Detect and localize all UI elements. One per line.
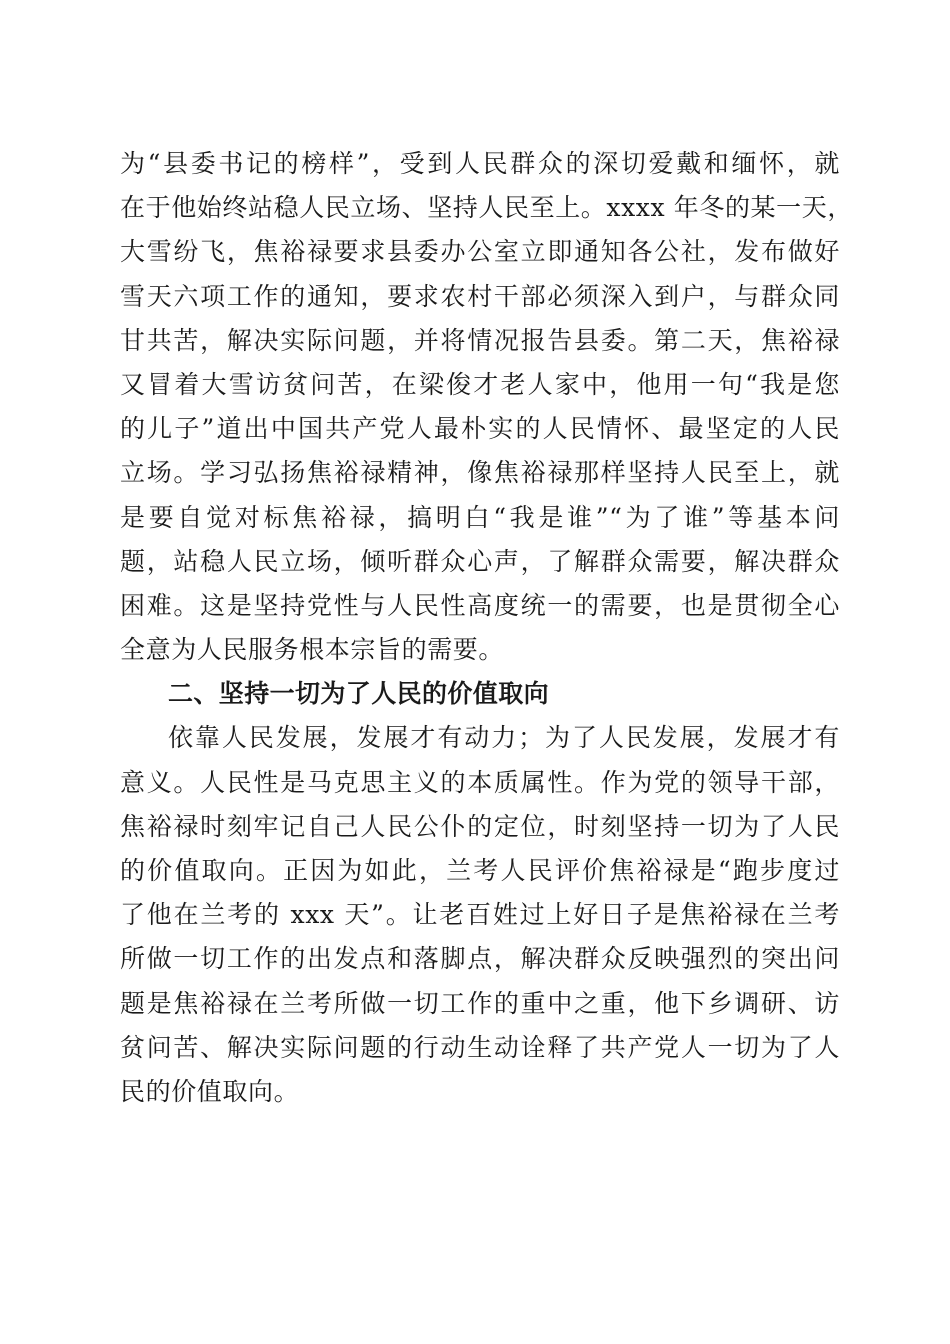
paragraph-1 xyxy=(120,142,853,672)
paragraph-line: 了他在兰考的 xxx 天”。让老百姓过上好日子是焦裕禄在兰考 xyxy=(120,900,840,930)
paragraph-line: 所做一切工作的出发点和落脚点，解决群众反映强烈的突出问 xyxy=(120,944,840,974)
paragraph-line: 全意为人民服务根本宗旨的需要。 xyxy=(120,635,505,665)
paragraph-line: 焦裕禄时刻牢记自己人民公仆的定位，时刻坚持一切为了人民 xyxy=(120,811,840,841)
paragraph-line: 民的价值取向。 xyxy=(120,1076,300,1106)
section-heading: 二、坚持一切为了人民的价值取向 xyxy=(168,679,550,709)
paragraph-line: 依靠人民发展，发展才有动力；为了人民发展，发展才有 xyxy=(168,723,840,753)
paragraph-line: 是要自觉对标焦裕禄，搞明白“我是谁”“为了谁”等基本问 xyxy=(120,502,840,532)
paragraph-line: 为“县委书记的榜样”，受到人民群众的深切爱戴和缅怀，就 xyxy=(120,149,840,178)
paragraph-2 xyxy=(120,716,840,1114)
paragraph-line: 立场。学习弘扬焦裕禄精神，像焦裕禄那样坚持人民至上，就 xyxy=(120,458,840,488)
paragraph-line: 题是焦裕禄在兰考所做一切工作的重中之重，他下乡调研、访 xyxy=(120,988,840,1018)
paragraph-line: 又冒着大雪访贫问苦，在梁俊才老人家中，他用一句“我是您 xyxy=(120,369,840,399)
paragraph-line: 意义。人民性是马克思主义的本质属性。作为党的领导干部， xyxy=(120,767,840,797)
paragraph-line: 的儿子”道出中国共产党人最朴实的人民情怀、最坚定的人民 xyxy=(120,414,840,444)
document-body xyxy=(120,142,853,1114)
paragraph-line: 甘共苦，解决实际问题，并将情况报告县委。第二天，焦裕禄 xyxy=(120,325,840,355)
paragraph-line: 大雪纷飞，焦裕禄要求县委办公室立即通知各公社，发布做好 xyxy=(120,237,840,267)
paragraph-line: 贫问苦、解决实际问题的行动生动诠释了共产党人一切为了人 xyxy=(120,1032,840,1062)
paragraph-line: 在于他始终站稳人民立场、坚持人民至上。xxxx 年冬的某一天， xyxy=(120,193,853,223)
paragraph-line: 困难。这是坚持党性与人民性高度统一的需要，也是贯彻全心 xyxy=(120,590,840,620)
paragraph-line: 的价值取向。正因为如此，兰考人民评价焦裕禄是“跑步度过 xyxy=(120,856,840,885)
paragraph-line: 题，站稳人民立场，倾听群众心声，了解群众需要，解决群众 xyxy=(120,546,840,576)
paragraph-line: 雪天六项工作的通知，要求农村干部必须深入到户，与群众同 xyxy=(120,281,840,311)
